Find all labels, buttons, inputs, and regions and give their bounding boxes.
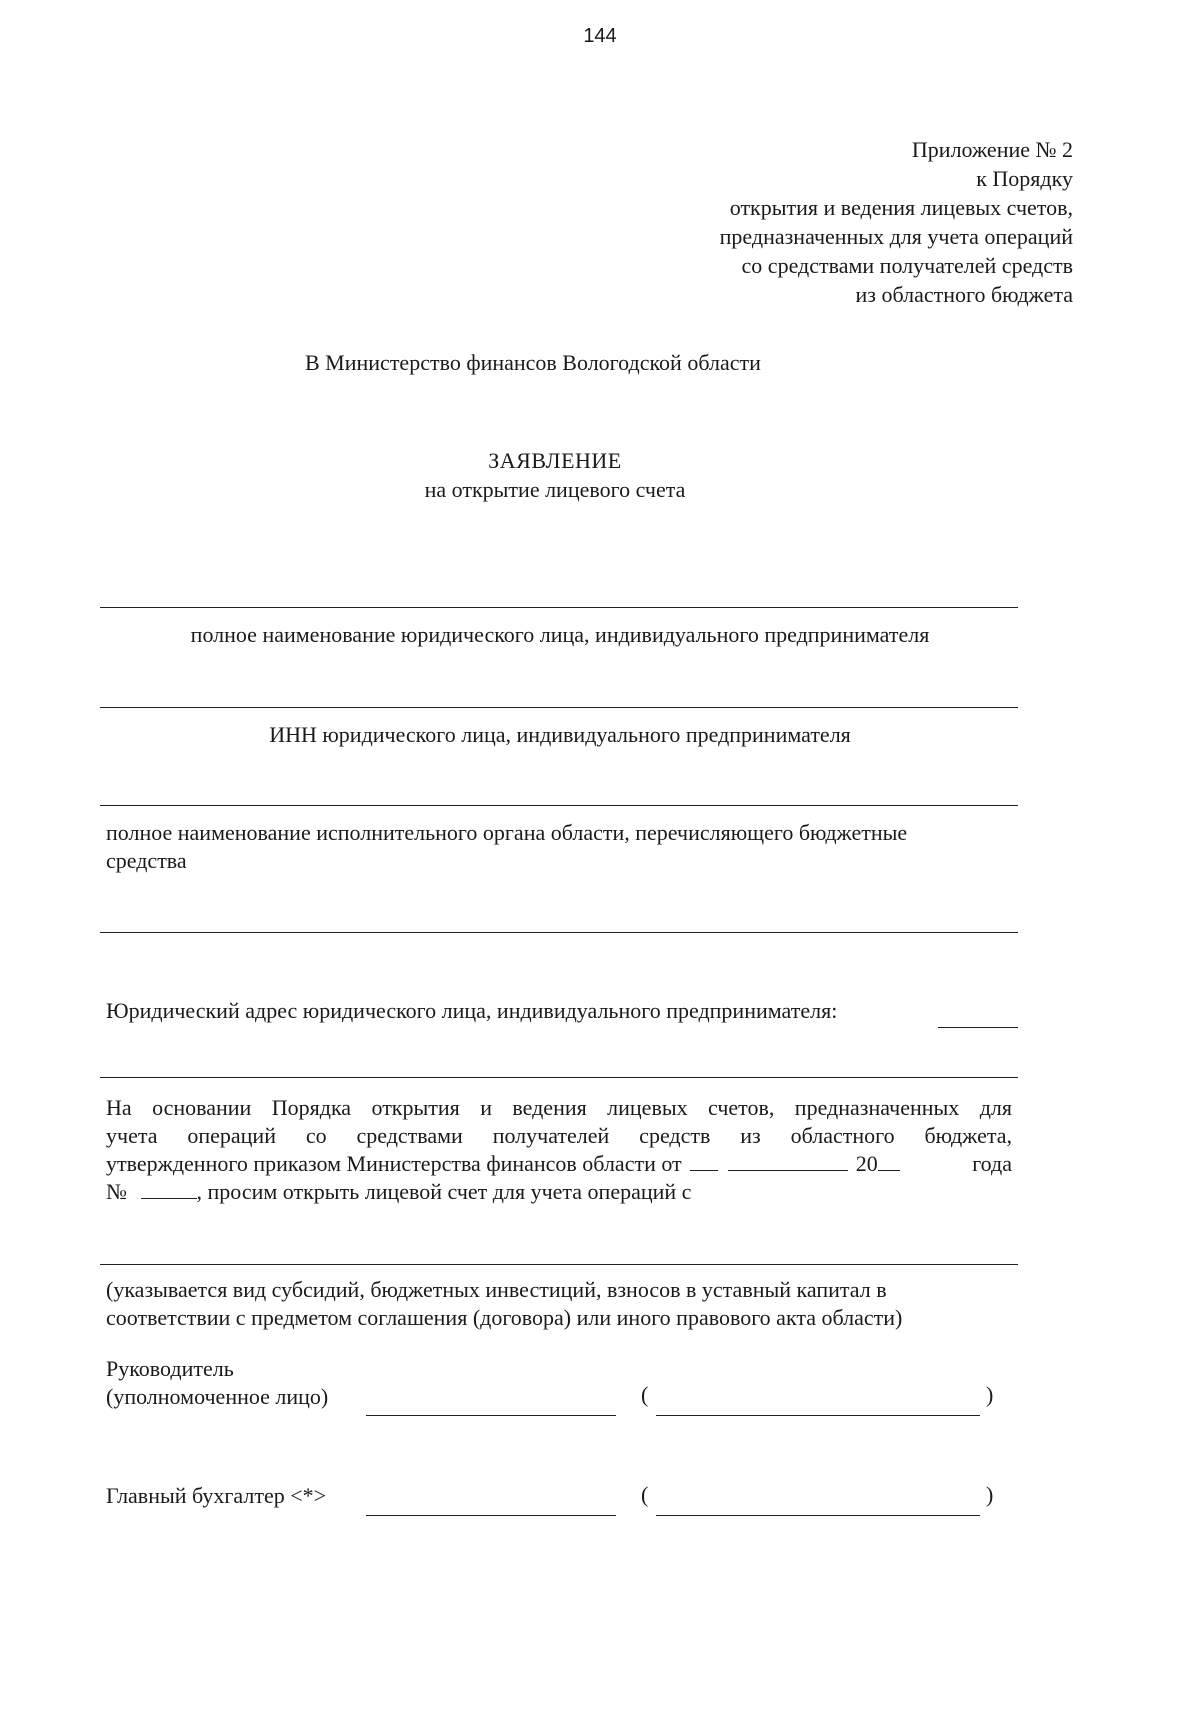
subsidy-note-line: (указывается вид субсидий, бюджетных инвестиций, взносов в уставный капитал в: [106, 1277, 887, 1302]
number-sign: №: [106, 1179, 127, 1204]
appendix-line: со средствами получателей средств: [741, 253, 1073, 278]
head-subtitle: (уполномоченное лицо): [106, 1384, 329, 1409]
basis-line-date: [106, 1150, 1012, 1178]
exec-body-caption: [106, 819, 1012, 875]
head-name-line[interactable]: [656, 1415, 980, 1416]
order-month-blank[interactable]: [728, 1152, 848, 1171]
appendix-line: к Порядку: [976, 166, 1073, 191]
basis-line-number: [106, 1178, 1012, 1206]
legal-address-caption: Юридический адрес юридического лица, индивидуального предпринимателя:: [106, 998, 838, 1023]
document-title: ЗАЯВЛЕНИЕ: [488, 448, 622, 473]
appendix-line: Приложение № 2: [911, 137, 1073, 162]
chief-accountant-signature-line[interactable]: [366, 1515, 616, 1516]
extra-blank-line[interactable]: [100, 932, 1018, 933]
chief-accountant-label: Главный бухгалтер <*>: [106, 1483, 327, 1508]
basis-paragraph: [106, 1094, 1012, 1206]
subsidy-note-line: соответствии с предметом соглашения (договора) или иного правового акта области): [106, 1305, 903, 1330]
exec-body-caption-line: средства: [106, 848, 187, 873]
page-number: 144: [583, 25, 617, 47]
order-number-blank[interactable]: [141, 1180, 197, 1199]
subsidy-type-blank-line[interactable]: [100, 1264, 1018, 1265]
chief-accountant-paren-close: ): [986, 1482, 994, 1507]
head-title: Руководитель: [106, 1356, 234, 1381]
basis-line: учета операций со средствами получателей средств из областного бюджета,: [106, 1123, 1012, 1148]
legal-address-blank-line[interactable]: [938, 1027, 1018, 1028]
head-paren-close: ): [986, 1382, 994, 1407]
appendix-header: [720, 135, 1073, 309]
subsidy-note: [106, 1276, 1012, 1332]
head-paren-open: (: [641, 1382, 649, 1407]
year-word: года: [972, 1151, 1012, 1176]
addressee: В Министерство финансов Вологодской области: [305, 350, 761, 375]
basis-request-text: , просим открыть лицевой счет для учета операций с: [196, 1179, 692, 1204]
head-signature-line[interactable]: [366, 1415, 616, 1416]
year-prefix: 20: [855, 1151, 878, 1176]
org-name-blank-line[interactable]: [100, 607, 1018, 608]
head-signature-label: [106, 1355, 328, 1411]
inn-blank-line[interactable]: [100, 707, 1018, 708]
appendix-line: из областного бюджета: [855, 282, 1073, 307]
org-name-caption: полное наименование юридического лица, индивидуального предпринимателя: [190, 622, 930, 647]
exec-body-caption-line: полное наименование исполнительного органа области, перечисляющего бюджетные: [106, 820, 908, 845]
basis-order-text: утвержденного приказом Министерства финансов области от: [106, 1151, 682, 1176]
basis-line: На основании Порядка открытия и ведения лицевых счетов, предназначенных для: [106, 1095, 1012, 1120]
inn-caption: ИНН юридического лица, индивидуального предпринимателя: [269, 722, 851, 747]
order-day-blank[interactable]: [690, 1152, 718, 1171]
order-year-blank[interactable]: [878, 1152, 900, 1171]
exec-body-blank-line[interactable]: [100, 805, 1018, 806]
appendix-line: предназначенных для учета операций: [719, 224, 1073, 249]
legal-address-continuation-line[interactable]: [100, 1077, 1018, 1078]
chief-accountant-paren-open: (: [641, 1482, 649, 1507]
chief-accountant-name-line[interactable]: [656, 1515, 980, 1516]
document-subtitle: на открытие лицевого счета: [424, 477, 686, 502]
appendix-line: открытия и ведения лицевых счетов,: [729, 195, 1073, 220]
